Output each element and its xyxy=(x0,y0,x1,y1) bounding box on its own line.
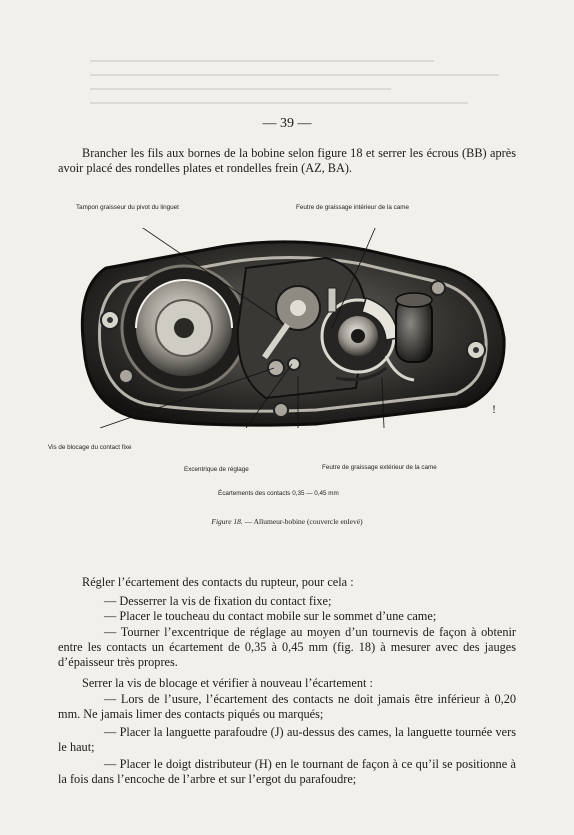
margin-mark: ! xyxy=(492,402,496,416)
serrer-paragraph: Serrer la vis de blocage et vérifier à nouveau l’écartement : xyxy=(82,676,373,690)
label-ecartements: Écartements des contacts 0,35 — 0,45 mm xyxy=(218,490,339,497)
label-vis-blocage: Vis de blocage du contact fixe xyxy=(48,444,132,451)
list-item: — Placer le toucheau du contact mobile sur le sommet d’une came; xyxy=(104,609,437,624)
figure-18 xyxy=(48,200,516,500)
page-number: — 39 — xyxy=(262,116,312,131)
label-excentrique: Excentrique de réglage xyxy=(184,466,249,473)
list-item: — Tourner l’excentrique de réglage au moyen d’un tournevis de façon à obtenir entre les contacts un écartement de 0,35 à 0,45 mm (fig. 18) à mesurer avec des jauges d’épaisseur très propres. xyxy=(58,624,516,670)
caption-prefix: Figure 18. xyxy=(211,517,243,526)
intro-paragraph: Brancher les fils aux bornes de la bobine selon figure 18 et serrer les écrous (BB) après avoir placé des rondelles plates et rondelles frein (AZ, BA). xyxy=(58,146,516,175)
steps-list-2 xyxy=(58,692,516,790)
label-feutre-interieur: Feutre de graissage intérieur de la came xyxy=(296,204,410,211)
steps-list xyxy=(58,594,516,670)
list-item: — Placer la languette parafoudre (J) au-dessus des cames, la languette tournée vers le haut; xyxy=(58,724,516,754)
list-item: — Desserrer la vis de fixation du contact fixe; xyxy=(104,594,332,608)
figure-caption xyxy=(0,517,574,526)
label-tampon-graisseur: Tampon graisseur du pivot du linguet xyxy=(76,204,179,211)
distributor-photo xyxy=(66,228,510,428)
regler-paragraph: Régler l’écartement des contacts du rupteur, pour cela : xyxy=(82,575,354,589)
list-item: — Lors de l’usure, l’écartement des contacts ne doit jamais être inférieur à 0,20 mm. Ne jamais limer des contacts piqués ou marqués; xyxy=(58,692,516,722)
caption-text: — Allumeur-bobine (couvercle enlevé) xyxy=(244,517,363,526)
label-feutre-exterieur: Feutre de graissage extérieur de la came xyxy=(322,464,437,471)
list-item: — Placer le doigt distributeur (H) en le tournant de façon à ce qu’il se positionne à la fois dans l’encoche de l’arbre et sur l’ergot du parafoudre; xyxy=(58,757,516,787)
